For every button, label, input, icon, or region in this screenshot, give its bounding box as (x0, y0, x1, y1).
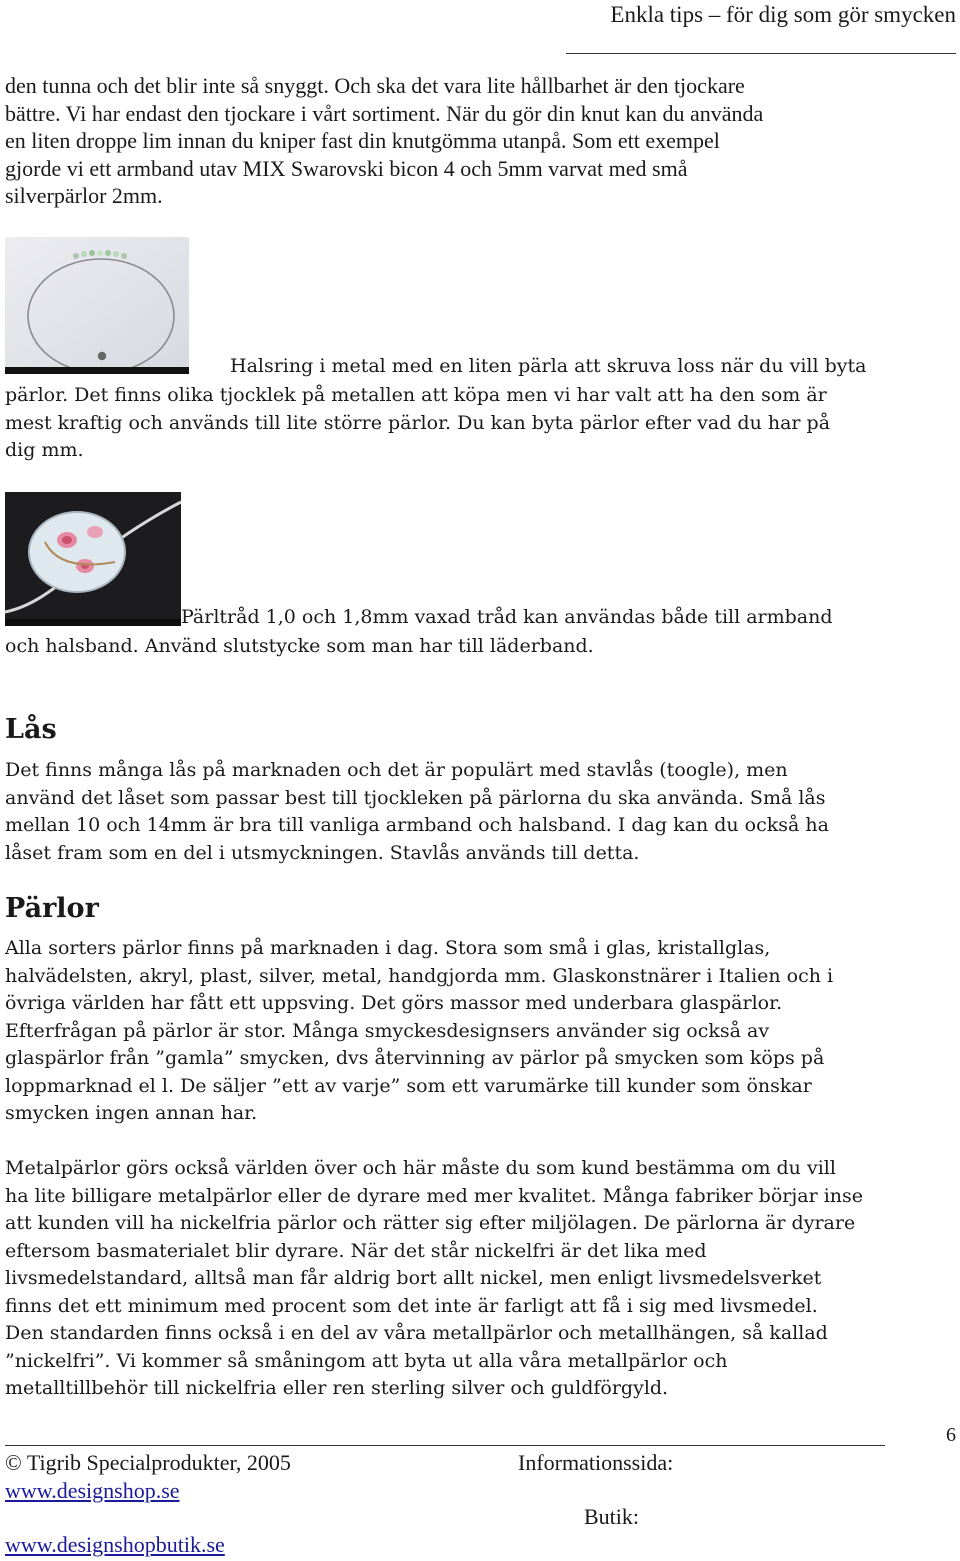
text-line: gjorde vi ett armband utav MIX Swarovski bicon 4 och 5mm varvat med små (5, 155, 688, 181)
parlor-paragraph-2 (5, 1155, 955, 1403)
info-label: Informationssida: (518, 1450, 674, 1475)
text-line: mest kraftig och används till lite större pärlor. Du kan byta pärlor efter vad du har på (5, 411, 831, 434)
text-line: glaspärlor från ”gamla” smycken, dvs återvinning av pärlor på smycken som köps på (5, 1047, 825, 1069)
copyright-text: © Tigrib Specialprodukter, 2005 (5, 1450, 291, 1475)
text-line: ha lite billigare metalpärlor eller de dyrare med mer kvalitet. Många fabriker börjar inse (5, 1184, 864, 1207)
text-line: Alla sorters pärlor finns på marknaden i dag. Stora som små i glas, kristallglas, (5, 937, 771, 959)
text-line: övriga världen har fått ett uppsving. Det görs massor med underbara glaspärlor. (5, 992, 783, 1014)
text-line: Efterfrågan på pärlor är stor. Många smyckesdesignsers använder sig också av (5, 1019, 770, 1042)
text-line: använd det låset som passar best till tjockleken på pärlorna du ska använda. Små lås (5, 786, 826, 809)
text-line: och halsband. Använd slutstycke som man har till läderband. (5, 635, 594, 657)
text-line: halvädelsten, akryl, plast, silver, metal, handgjorda mm. Glaskonstnärer i Italien och i (5, 964, 834, 987)
text-line: livsmedelstandard, alltså man får aldrig bort allt nickel, men enligt livsmedelsverket (5, 1267, 822, 1289)
text-line: silverpärlor 2mm. (5, 183, 163, 208)
section-heading-las: Lås (5, 714, 57, 745)
designshop-link[interactable]: www.designshop.se (5, 1478, 180, 1503)
running-header-title: Enkla tips – för dig som gör smycken (610, 2, 956, 27)
text-line: Det finns många lås på marknaden och det är populärt med stavlås (toogle), men (5, 759, 788, 781)
necklace-ring-photo (5, 237, 189, 374)
text-line: dig mm. (5, 439, 84, 461)
intro-paragraph (5, 72, 955, 210)
bead-cord-paragraph (5, 633, 955, 661)
bead-cord-photo (5, 492, 181, 626)
text-line: Den standarden finns också i en del av våra metallpärlor och metallhängen, så kallad (5, 1322, 828, 1344)
text-line: Metalpärlor görs också världen över och här måste du som kund bestämma om du vill (5, 1157, 836, 1179)
text-line: att kunden vill ha nickelfria pärlor och rätter sig efter miljölagen. De pärlorna är dyrare (5, 1212, 856, 1234)
shop-label: Butik: (584, 1504, 640, 1529)
footer-rule (5, 1445, 885, 1446)
text-line: finns det ett minimum med procent som det inte är farligt att få i sig med livsmedel. (5, 1294, 818, 1317)
text-line: mellan 10 och 14mm är bra till vanliga armband och halsband. I dag kan du också ha (5, 814, 829, 836)
text-line: en liten droppe lim innan du kniper fast din knutgömma utanpå. Som ett exempel (5, 128, 720, 153)
section-heading-parlor: Pärlor (5, 893, 99, 924)
parlor-paragraph-1 (5, 935, 955, 1128)
necklace-ring-paragraph (5, 382, 955, 465)
text-line: loppmarknad el l. De säljer ”ett av varje” som ett varumärke till kunder som önskar (5, 1074, 812, 1097)
designshopbutik-link[interactable]: www.designshopbutik.se (5, 1532, 225, 1557)
text-line: låset fram som en del i utsmyckningen. Stavlås används till detta. (5, 841, 640, 864)
page-number: 6 (946, 1424, 956, 1446)
text-line: smycken ingen annan har. (5, 1102, 258, 1124)
text-line: den tunna och det blir inte så snyggt. Och ska det vara lite hållbarhet är den tjockare (5, 73, 745, 98)
necklace-ring-caption: Halsring i metal med en liten pärla att skruva loss när du vill byta (230, 355, 867, 377)
text-line: pärlor. Det finns olika tjocklek på metallen att köpa men vi har valt att ha den som är (5, 384, 827, 406)
header-rule (566, 53, 956, 54)
text-line: bättre. Vi har endast den tjockare i vårt sortiment. När du gör din knut kan du använda (5, 100, 764, 126)
bead-cord-caption: Pärltråd 1,0 och 1,8mm vaxad tråd kan användas både till armband (181, 606, 833, 628)
las-paragraph (5, 757, 955, 867)
text-line: ”nickelfri”. Vi kommer så småningom att byta ut alla våra metallpärlor och (5, 1349, 728, 1372)
text-line: metalltillbehör till nickelfria eller ren sterling silver och guldförgyld. (5, 1377, 669, 1399)
text-line: eftersom basmaterialet blir dyrare. När det står nickelfri är det lika med (5, 1239, 707, 1262)
